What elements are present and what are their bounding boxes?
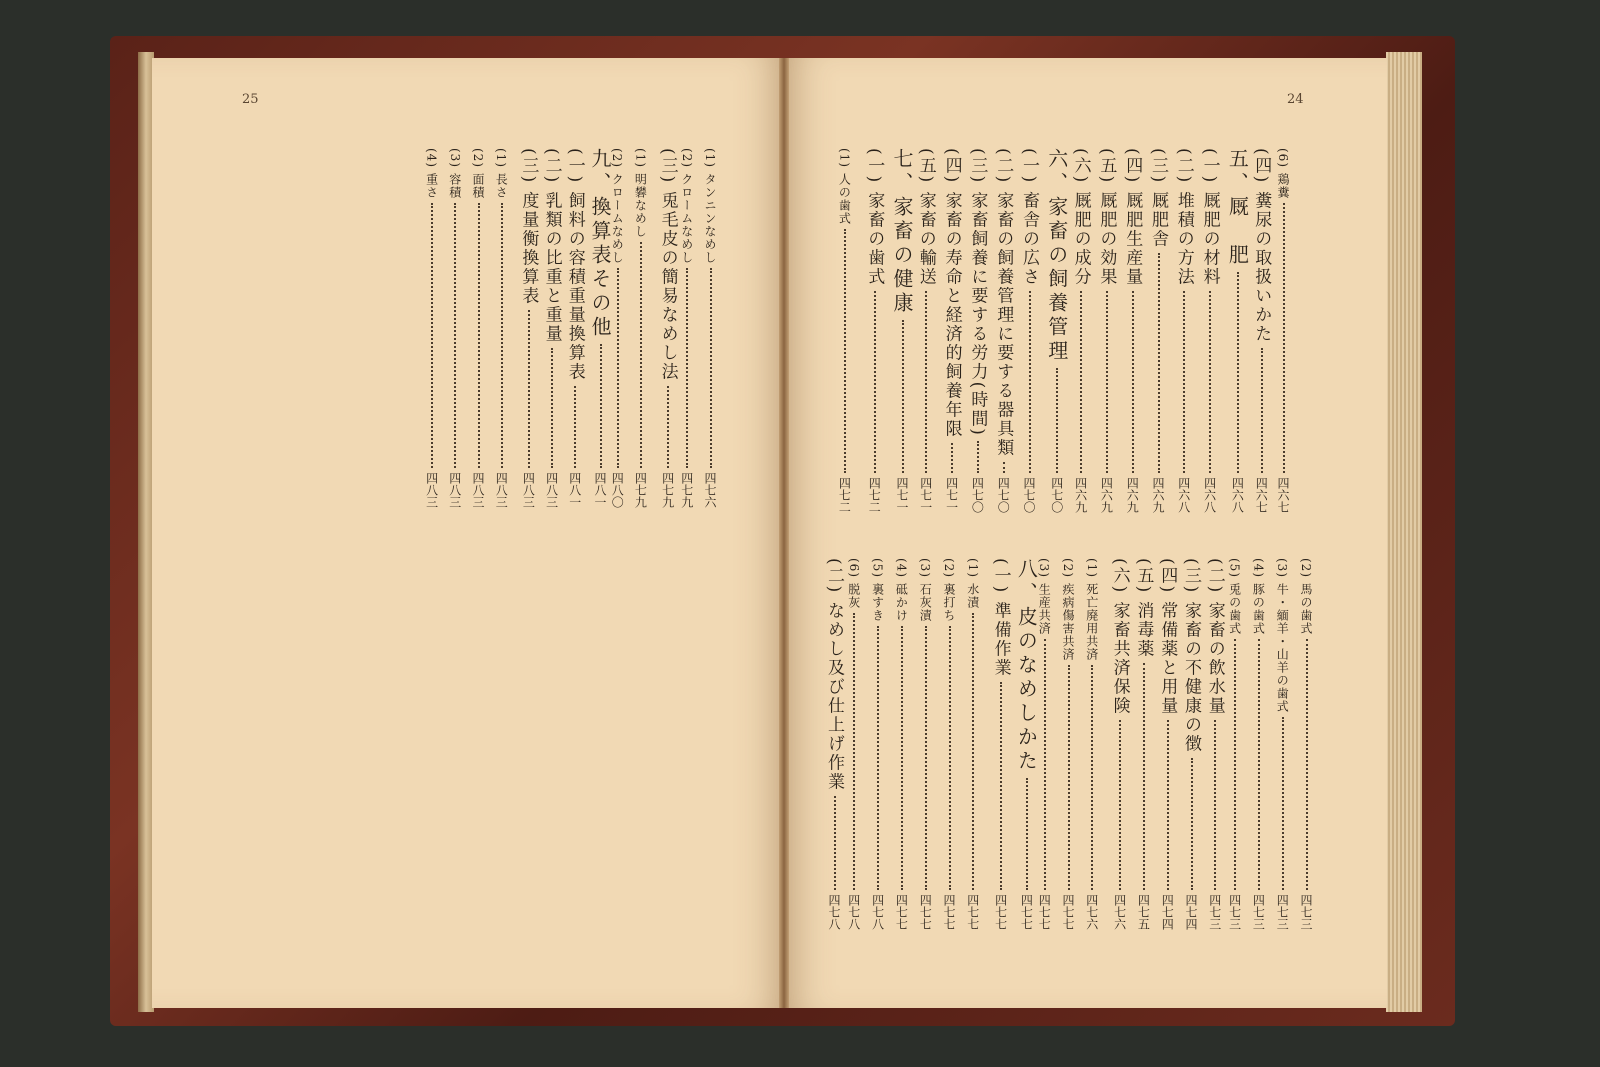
leader-dots <box>949 626 951 890</box>
toc-entry-label: (2) クロームなめし <box>679 148 694 264</box>
toc-entry-page: 四八三 <box>424 472 439 508</box>
toc-entry <box>1094 148 1119 513</box>
leader-dots <box>977 441 979 473</box>
toc-entry-page: 四七三 <box>1207 894 1222 930</box>
toc-entry-label: (四) 厩肥生産量 <box>1122 148 1143 287</box>
toc-entry <box>991 148 1016 513</box>
toc-entry-page: 四七一 <box>918 477 933 513</box>
toc-entry <box>586 148 615 508</box>
toc-entry <box>1155 558 1180 930</box>
toc-entry-label: (三) 厩肥舎 <box>1148 148 1168 249</box>
toc-entry <box>493 148 510 508</box>
toc-entry <box>1012 558 1041 930</box>
toc-entry <box>940 148 965 513</box>
toc-entry-page: 四六九 <box>1099 477 1114 513</box>
leader-dots <box>528 310 530 468</box>
leader-dots <box>600 344 602 468</box>
toc-entry-label: (3) 石灰漬 <box>918 558 933 622</box>
toc-entry <box>447 148 464 508</box>
toc-entry <box>1017 148 1042 513</box>
toc-entry-page: 四七三 <box>1299 894 1313 930</box>
leader-dots <box>1209 291 1211 473</box>
toc-entry-page: 四七八 <box>846 894 861 930</box>
toc-entry <box>470 148 487 508</box>
toc-entry <box>424 148 441 508</box>
toc-entry-page: 四八三 <box>544 472 559 508</box>
toc-entry-label: (5) 裏すき <box>870 558 885 622</box>
toc-entry <box>1108 558 1133 930</box>
leader-dots <box>925 291 927 473</box>
toc-entry-label: (1) 長さ <box>494 148 509 199</box>
leader-dots <box>877 626 879 890</box>
page-number-right: 24 <box>1287 92 1304 107</box>
leader-dots <box>1183 291 1185 473</box>
toc-entry-page: 四七六 <box>1112 894 1127 930</box>
toc-entry-label: (3) 生産共済 <box>1037 558 1052 635</box>
page-edges-right <box>1386 52 1422 1012</box>
toc-entry-label: (三) 兎毛皮の簡易なめし法 <box>657 148 678 382</box>
toc-entry-page: 四八一 <box>593 472 607 508</box>
toc-entry-page: 四七六 <box>703 472 717 508</box>
toc-entry-label: (2) 面積 <box>471 148 485 199</box>
toc-entry-page: 四七〇 <box>1022 477 1036 513</box>
toc-entry <box>1274 558 1291 930</box>
toc-entry <box>822 558 847 930</box>
leader-dots <box>1261 348 1263 473</box>
leader-dots <box>1258 639 1260 890</box>
toc-entry-page: 四七七 <box>942 894 956 930</box>
toc-entry-label: (四) 糞尿の取扱いかた <box>1251 148 1272 344</box>
toc-entry-page: 四七一 <box>944 477 959 513</box>
toc-entry <box>846 558 863 930</box>
toc-entry-label: (一) 厩肥の材料 <box>1199 148 1220 287</box>
leader-dots <box>1068 665 1070 890</box>
toc-entry <box>563 148 588 508</box>
toc-entry-page: 四七四 <box>1184 894 1198 930</box>
toc-entry-page: 四七五 <box>1136 894 1151 930</box>
toc-entry-page: 四七九 <box>660 472 675 508</box>
toc-entry <box>632 148 649 508</box>
toc-entry-label: (二) 家畜の飼養管理に要する器具類 <box>993 148 1014 458</box>
toc-entry-label: (2) 裏打ち <box>942 558 956 622</box>
toc-entry-label: (三) 家畜飼養に要する労力(時間) <box>967 148 988 437</box>
toc-entry <box>1250 558 1267 930</box>
leader-dots <box>1000 682 1002 890</box>
toc-entry-label: (六) 家畜共済保険 <box>1109 558 1130 716</box>
leader-dots <box>1132 291 1134 473</box>
toc-entry-label: (1) 死亡廃用共済 <box>1084 558 1099 661</box>
toc-entry-label: (1) 明礬なめし <box>633 148 648 238</box>
toc-entry-page: 四八三 <box>494 472 509 508</box>
toc-entry <box>1198 148 1223 513</box>
toc-entry <box>1172 148 1197 513</box>
toc-entry-label: (二) 堆積の方法 <box>1173 148 1194 287</box>
toc-entry-label: (3) 牛・緬羊・山羊の歯式 <box>1275 558 1290 713</box>
toc-entry-label: (2) クロームなめし <box>610 148 625 264</box>
toc-entry-page: 四七八 <box>870 894 885 930</box>
toc-entry <box>917 558 934 930</box>
toc-entry <box>1043 148 1072 513</box>
toc-entry-page: 四七一 <box>895 477 909 513</box>
page-number-left: 25 <box>242 92 259 107</box>
toc-entry-label: (二) なめし及び仕上げ作業 <box>824 558 844 792</box>
leader-dots <box>834 796 836 890</box>
toc-entry-page: 四八三 <box>471 472 485 508</box>
toc-entry-label: (三) 度量衡換算表 <box>518 148 539 306</box>
toc-entry-page: 四七〇 <box>970 477 985 513</box>
toc-entry-page: 四八〇 <box>610 472 625 508</box>
toc-entry-label: (6) 鶏糞 <box>1276 148 1290 199</box>
toc-entry-page: 四六八 <box>1202 477 1217 513</box>
toc-entry-page: 四七七 <box>993 894 1008 930</box>
toc-entry-label: (4) 豚の歯式 <box>1251 558 1266 635</box>
toc-entry-page: 四七六 <box>1084 894 1099 930</box>
toc-entry-label: (六) 厩肥の成分 <box>1070 148 1091 287</box>
leader-dots <box>1091 665 1093 890</box>
toc-entry-page: 四八三 <box>521 472 536 508</box>
leader-dots <box>454 203 456 468</box>
leader-dots <box>1106 291 1108 473</box>
toc-entry-page: 四六九 <box>1151 477 1165 513</box>
leader-dots <box>1237 272 1239 473</box>
leader-dots <box>1191 758 1193 890</box>
toc-entry <box>965 558 982 930</box>
toc-entry-label: (一) 飼料の容積重量換算表 <box>564 148 585 382</box>
toc-entry <box>1120 148 1145 513</box>
leader-dots <box>501 203 503 468</box>
toc-entry <box>540 148 565 508</box>
toc-entry-page: 四七七 <box>1061 894 1075 930</box>
toc-entry-page: 四六九 <box>1073 477 1088 513</box>
toc-entry-label: (2) 馬の歯式 <box>1299 558 1313 635</box>
leader-dots <box>1143 663 1145 890</box>
toc-entry-page: 四七三 <box>1251 894 1266 930</box>
leader-dots <box>1306 639 1308 890</box>
toc-entry-label: (2) 疾病傷害共済 <box>1061 558 1075 661</box>
leader-dots <box>574 386 576 468</box>
toc-entry-page: 四七八 <box>827 894 841 930</box>
toc-entry-page: 四七三 <box>1227 894 1242 930</box>
leader-dots <box>640 242 642 468</box>
toc-entry-label: (五) 厩肥の効果 <box>1096 148 1117 287</box>
leader-dots <box>1214 720 1216 890</box>
toc-entry-label: (一) 準備作業 <box>990 558 1011 678</box>
toc-entry <box>1275 148 1292 513</box>
leader-dots <box>1056 368 1058 473</box>
toc-entry-label: (1) 人の歯式 <box>837 148 852 225</box>
toc-entry-label: (4) 重さ <box>424 148 439 199</box>
leader-dots <box>925 626 927 890</box>
toc-entry <box>1298 558 1315 930</box>
toc-entry-page: 四八三 <box>447 472 462 508</box>
toc-entry-label: (二) 家畜の飲水量 <box>1204 558 1225 716</box>
toc-entry-page: 四七〇 <box>1049 477 1064 513</box>
toc-entry-page: 四七七 <box>965 894 980 930</box>
toc-entry-page: 四七九 <box>679 472 694 508</box>
leader-dots <box>1282 717 1284 890</box>
toc-entry <box>1203 558 1228 930</box>
toc-entry-page: 四七三 <box>1275 894 1290 930</box>
toc-entry-page: 四七二 <box>867 477 882 513</box>
toc-entry-page: 四六八 <box>1176 477 1191 513</box>
leader-dots <box>1044 639 1046 890</box>
leader-dots <box>1119 720 1121 890</box>
leader-dots <box>901 626 903 890</box>
leader-dots <box>1234 639 1236 890</box>
toc-entry <box>1179 558 1204 930</box>
leader-dots <box>844 229 846 473</box>
toc-entry-label: 九、換算表その他 <box>588 148 612 340</box>
leader-dots <box>951 443 953 473</box>
toc-entry <box>1069 148 1094 513</box>
toc-entry <box>941 558 958 930</box>
toc-entry-page: 四六七 <box>1254 477 1269 513</box>
leader-dots <box>1003 462 1005 473</box>
toc-entry-page: 四七〇 <box>996 477 1011 513</box>
toc-entry <box>516 148 541 508</box>
toc-entry <box>1227 558 1244 930</box>
toc-entry <box>1146 148 1171 513</box>
toc-entry-label: (五) 家畜の輸送 <box>915 148 936 287</box>
toc-entry-label: (五) 消毒薬 <box>1133 558 1154 659</box>
toc-entry <box>702 148 719 508</box>
toc-entry-label: (一) 家畜の歯式 <box>864 148 885 287</box>
toc-entry <box>656 148 681 508</box>
toc-entry-label: (二) 乳類の比重と重量 <box>541 148 562 344</box>
toc-entry-label: (四) 常備薬と用量 <box>1157 558 1178 716</box>
toc-entry-page: 四七七 <box>918 894 933 930</box>
toc-entry <box>888 148 917 513</box>
leader-dots <box>551 348 553 468</box>
leader-dots <box>853 613 855 890</box>
toc-entry-page: 四六八 <box>1230 477 1245 513</box>
toc-entry-label: (4) 砥かけ <box>894 558 909 622</box>
toc-entry-label: (三) 家畜の不健康の徴 <box>1181 558 1201 754</box>
leader-dots <box>1029 291 1031 473</box>
leader-dots <box>431 203 433 468</box>
toc-entry <box>870 558 887 930</box>
leader-dots <box>617 268 619 468</box>
toc-entry-label: (1) タンニンなめし <box>703 148 717 264</box>
toc-entry-label: (四) 家畜の寿命と経済的飼養年限 <box>941 148 962 439</box>
leader-dots <box>1283 203 1285 473</box>
toc-entry <box>1131 558 1156 930</box>
toc-entry <box>1249 148 1274 513</box>
leader-dots <box>478 203 480 468</box>
toc-entry <box>836 148 853 513</box>
toc-entry-label: 六、家畜の飼養管理 <box>1044 148 1069 364</box>
toc-entry <box>914 148 939 513</box>
toc-entry <box>965 148 990 513</box>
toc-entry <box>893 558 910 930</box>
toc-entry-page: 四七七 <box>894 894 909 930</box>
toc-entry-label: (1) 水漬 <box>965 558 980 609</box>
toc-entry-label: 七、家畜の健康 <box>890 148 914 316</box>
toc-entry-label: (一) 畜舎の広さ <box>1019 148 1039 287</box>
toc-entry-page: 四七七 <box>1019 894 1034 930</box>
toc-entry <box>1223 148 1252 513</box>
toc-entry-page: 四八一 <box>567 472 582 508</box>
leader-dots <box>1026 778 1028 890</box>
toc-entry <box>1084 558 1101 930</box>
toc-entry-label: 五、厩 肥 <box>1225 148 1250 268</box>
toc-entry-page: 四六七 <box>1276 477 1290 513</box>
toc-entry <box>862 148 887 513</box>
toc-entry-label: (6) 脱灰 <box>846 558 861 609</box>
leader-dots <box>1158 253 1160 473</box>
leader-dots <box>1167 720 1169 890</box>
leader-dots <box>874 291 876 473</box>
leader-dots <box>902 320 904 473</box>
toc-entry <box>989 558 1014 930</box>
toc-entry-page: 四七四 <box>1160 894 1175 930</box>
leader-dots <box>686 268 688 468</box>
leader-dots <box>667 386 669 468</box>
toc-entry-label: 八、皮のなめしかた <box>1014 558 1039 774</box>
toc-entry <box>1060 558 1077 930</box>
toc-entry-label: (5) 兎の歯式 <box>1227 558 1242 635</box>
toc-entry-page: 四六九 <box>1125 477 1140 513</box>
leader-dots <box>710 268 712 468</box>
leader-dots <box>1080 291 1082 473</box>
toc-entry-page: 四七七 <box>1037 894 1052 930</box>
toc-entry-page: 四七九 <box>633 472 648 508</box>
toc-entry-label: (3) 容積 <box>447 148 462 199</box>
book-gutter <box>779 58 789 1008</box>
toc-entry <box>679 148 696 508</box>
toc-entry-page: 四七二 <box>837 477 852 513</box>
leader-dots <box>972 613 974 890</box>
